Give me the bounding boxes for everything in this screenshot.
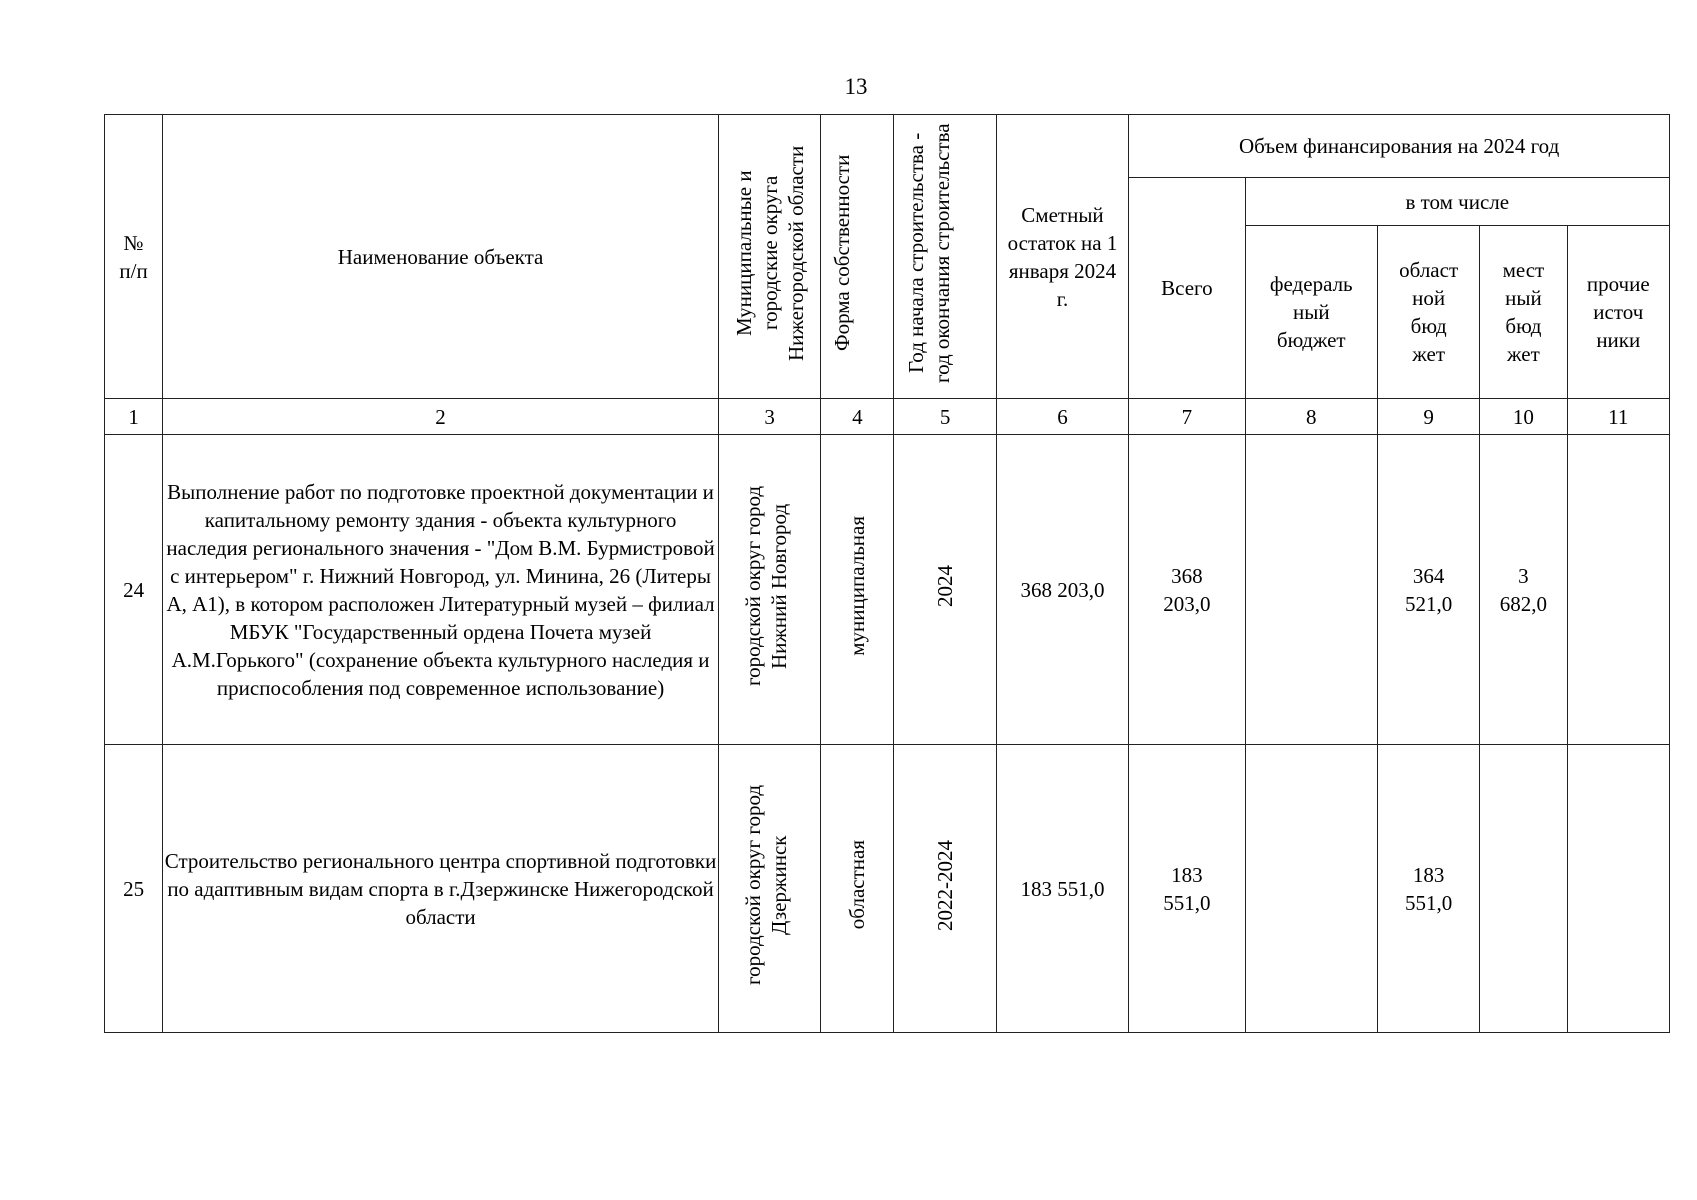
col-num-6: 6 — [996, 399, 1128, 435]
row-total: 368 203,0 — [1129, 435, 1245, 745]
col-num-2: 2 — [163, 399, 719, 435]
page-number: 13 — [844, 74, 868, 99]
header-local: мест ный бюд жет — [1480, 226, 1567, 399]
row-other — [1567, 435, 1669, 745]
header-funding-title: Объем финансирования на 2024 год — [1129, 115, 1670, 178]
col-num-9: 9 — [1377, 399, 1479, 435]
header-total: Всего — [1129, 178, 1245, 399]
row-municipality: городской округ город Нижний Новгород — [718, 435, 820, 745]
row-ownership: областная — [821, 745, 894, 1033]
row-name: Строительство регионального центра спортивной подготовки по адаптивным видам спорта в г.Дзержинске Нижегородской области — [163, 745, 719, 1033]
row-local: 3 682,0 — [1480, 435, 1567, 745]
header-name: Наименование объекта — [163, 115, 719, 399]
table-row — [105, 435, 1670, 745]
header-ownership: Форма собственности — [821, 115, 894, 399]
header-other: прочие источ ники — [1567, 226, 1669, 399]
header-estimate: Сметный остаток на 1 января 2024 г. — [996, 115, 1128, 399]
header-row-1 — [105, 115, 1670, 178]
row-estimate: 183 551,0 — [996, 745, 1128, 1033]
header-including: в том числе — [1245, 178, 1669, 226]
col-num-3: 3 — [718, 399, 820, 435]
row-federal — [1245, 435, 1377, 745]
col-num-8: 8 — [1245, 399, 1377, 435]
header-federal: федераль ный бюджет — [1245, 226, 1377, 399]
row-years: 2022-2024 — [894, 745, 996, 1033]
row-municipality: городской округ город Дзержинск — [718, 745, 820, 1033]
row-ownership: муниципальная — [821, 435, 894, 745]
row-years: 2024 — [894, 435, 996, 745]
row-regional: 364 521,0 — [1377, 435, 1479, 745]
row-regional: 183 551,0 — [1377, 745, 1479, 1033]
row-local — [1480, 745, 1567, 1033]
row-name: Выполнение работ по подготовке проектной документации и капитальному ремонту здания - объекта культурного наследия регионального значения - "Дом В.М. Бурмистровой с интерьером" г. Нижний Новгород, ул. Минина, 26 (Литеры А, А1), в котором расположен Литературный музей – филиал МБУК "Государственный ордена Почета музей А.М.Горького" (сохранение объекта культурного наследия и приспособления под современное использование) — [163, 435, 719, 745]
col-num-7: 7 — [1129, 399, 1245, 435]
row-other — [1567, 745, 1669, 1033]
col-num-1: 1 — [105, 399, 163, 435]
header-num: № п/п — [105, 115, 163, 399]
row-num: 24 — [105, 435, 163, 745]
header-years: Год начала строительства - год окончания строительства — [894, 115, 996, 399]
funding-table — [104, 114, 1670, 1033]
header-regional: област ной бюд жет — [1377, 226, 1479, 399]
col-num-10: 10 — [1480, 399, 1567, 435]
row-num: 25 — [105, 745, 163, 1033]
row-estimate: 368 203,0 — [996, 435, 1128, 745]
row-total: 183 551,0 — [1129, 745, 1245, 1033]
col-num-5: 5 — [894, 399, 996, 435]
column-numbers-row — [105, 399, 1670, 435]
row-federal — [1245, 745, 1377, 1033]
col-num-11: 11 — [1567, 399, 1669, 435]
header-municipality: Муниципальные и городские округа Нижегородской области — [718, 115, 820, 399]
table-row — [105, 745, 1670, 1033]
col-num-4: 4 — [821, 399, 894, 435]
